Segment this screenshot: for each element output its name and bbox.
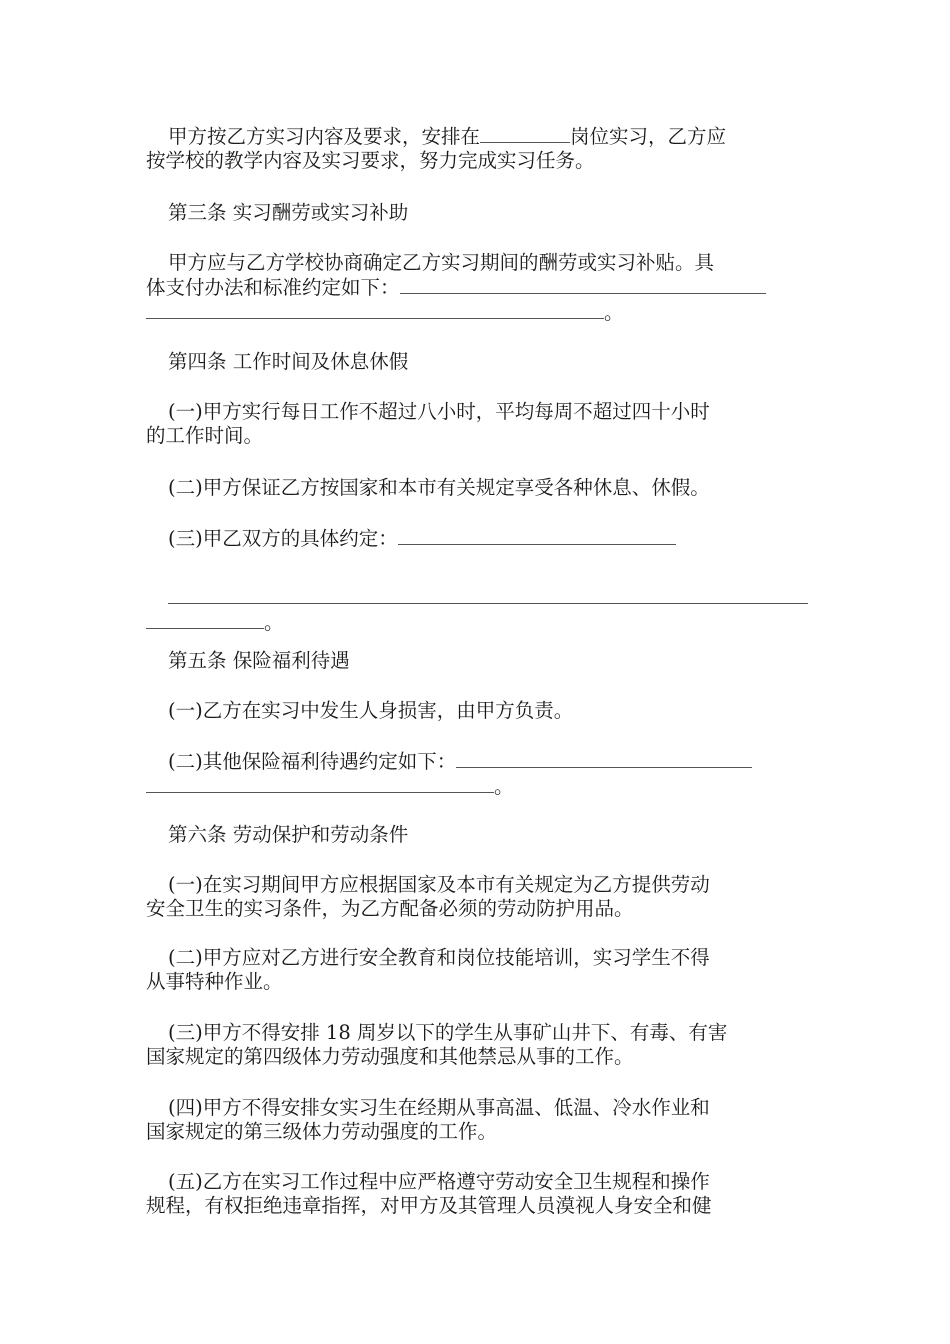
fill-in-blank-payment[interactable] — [400, 275, 766, 294]
paragraph-6-2: (二)甲方应对乙方进行安全教育和岗位技能培训，实习学生不得 从事特种作业。 — [146, 946, 710, 993]
fill-in-blank-benefits-cont[interactable] — [146, 774, 494, 793]
article-3-title: 第三条 实习酬劳或实习补助 — [168, 201, 409, 224]
fill-in-blank-agreement[interactable] — [398, 526, 676, 545]
paragraph-placement — [146, 124, 808, 173]
paragraph-6-4: (四)甲方不得安排女实习生在经期从事高温、低温、冷水作业和 国家规定的第三级体力劳动强度的工作。 — [146, 1096, 710, 1143]
fill-in-blank-payment-cont[interactable] — [146, 300, 604, 319]
paragraph-line: 。 — [146, 300, 808, 325]
article-5-title: 第五条 保险福利待遇 — [168, 649, 350, 672]
paragraph-4-1: (一)甲方实行每日工作不超过八小时，平均每周不超过四十小时 的工作时间。 — [146, 400, 710, 447]
fill-in-blank-benefits[interactable] — [456, 749, 752, 768]
paragraph-6-5: (五)乙方在实习工作过程中应严格遵守劳动安全卫生规程和操作 规程，有权拒绝违章指挥，对甲方及其管理人员漠视人身安全和健 — [146, 1170, 712, 1217]
paragraph-line: 按学校的教学内容及实习要求，努力完成实习任务。 — [146, 149, 595, 172]
paragraph-line: 甲方按乙方实习内容及要求，安排在 岗位实习，乙方应 — [168, 125, 727, 148]
paragraph-line: 体支付办法和标准约定如下： — [146, 275, 808, 300]
fill-in-blank-agreement-cont[interactable] — [168, 585, 808, 604]
article-6-title: 第六条 劳动保护和劳动条件 — [168, 823, 409, 846]
paragraph-4-2: (二)甲方保证乙方按国家和本市有关规定享受各种休息、休假。 — [168, 476, 710, 499]
fill-in-blank-agreement-end[interactable] — [146, 610, 264, 629]
article-4-title: 第四条 工作时间及休息休假 — [168, 350, 409, 373]
paragraph-6-3: (三)甲方不得安排 18 周岁以下的学生从事矿山井下、有毒、有害 国家规定的第四级体力劳动强度和其他禁忌从事的工作。 — [146, 1021, 728, 1068]
paragraph-6-1: (一)在实习期间甲方应根据国家及本市有关规定为乙方提供劳动 安全卫生的实习条件，为乙方配备必须的劳动防护用品。 — [146, 873, 710, 920]
paragraph-line: 甲方应与乙方学校协商确定乙方实习期间的酬劳或实习补贴。具 — [168, 251, 715, 274]
paragraph-4-3: (三)甲乙双方的具体约定： 。 — [146, 526, 808, 635]
paragraph-5-1: (一)乙方在实习中发生人身损害，由甲方负责。 — [168, 699, 574, 722]
paragraph-compensation — [146, 251, 808, 325]
fill-in-blank-post[interactable] — [480, 124, 570, 143]
paragraph-5-2: (二)其他保险福利待遇约定如下： 。 — [146, 749, 808, 799]
